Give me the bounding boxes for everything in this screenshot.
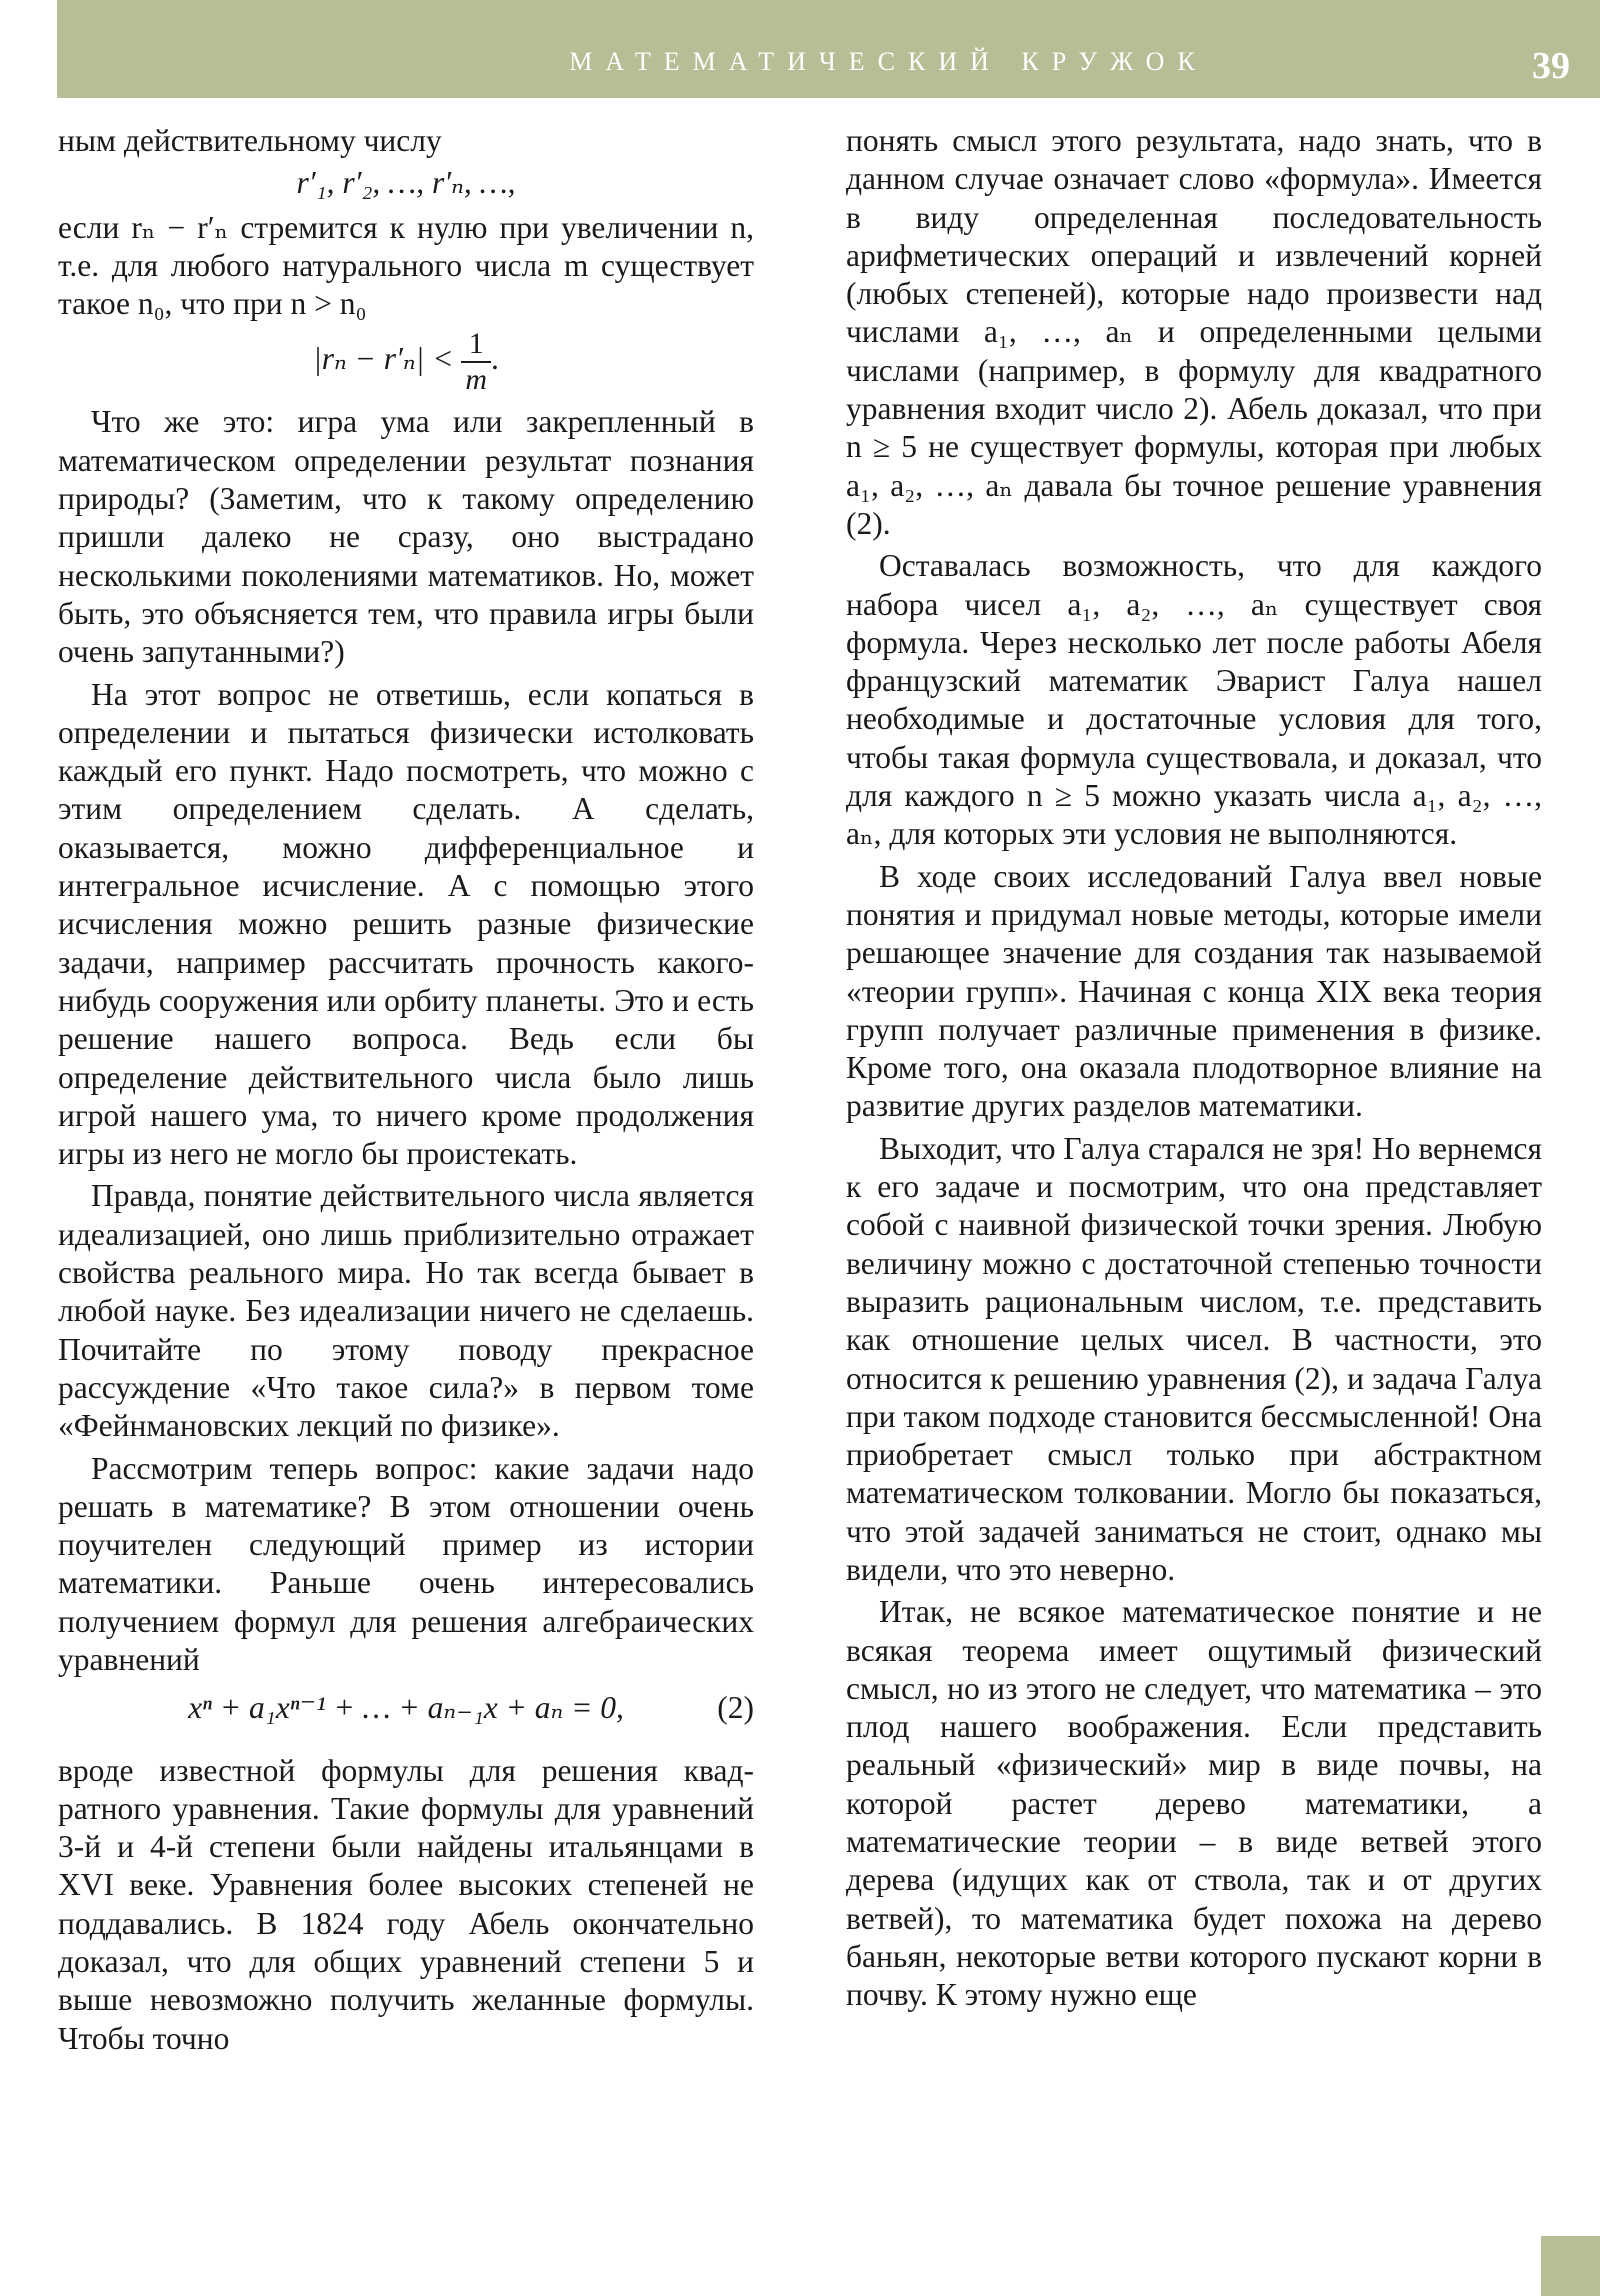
- paragraph-continued: понять смысл этого результата, надо знать, что в данном случае означает слово «формула». Имеется в виду определенная последовательность арифметических операций и извлечений корней (любых степеней), которые надо произвести над числами a₁, …, aₙ и определенными целыми числами (например, в формулу для квадратного уравнения входит число 2). Абель доказал, что при n ≥ 5 не существует формулы, которая при любых a₁, a₂, …, aₙ давала бы точное решение уравнения (2).: [846, 123, 1542, 541]
- paragraph: Итак, не всякое математическое понятие и не всякая теорема имеет ощутимый физический смысл, но из этого не следует, что математика – это плод нашего воображения. Если представить реальный «физический» мир в виде почвы, на которой растет дерево математики, а математические теории – в виде ветвей этого дерева (идущих как от ствола, так и от других ветвей), то математика будет похожа на дерево баньян, некоторые ветви которого пускают корни в почву. К этому нужно еще: [846, 1594, 1542, 2013]
- paragraph-continued: ным действительному числу: [58, 123, 442, 158]
- inequality-formula: [58, 327, 754, 397]
- left-column: [58, 122, 754, 2062]
- equation-2: [58, 1689, 754, 1727]
- paragraph: На этот вопрос не ответишь, если копаться в определении и пытаться физически истолковать каждый его пункт. Надо посмотреть, что можно с этим определением сделать. А сделать, оказывается, можно дифференциальное и интегральное исчисление. А с помощью этого исчисления можно решить разные физические задачи, например рассчитать прочность какого-нибудь сооружения или орбиту планеты. Это и есть решение нашего вопроса. Ведь если бы определение действительного числа было лишь игрой нашего ума, то ничего кроме продолжения игры из него не могло бы проистекать.: [58, 676, 754, 1172]
- equation-number: (2): [717, 1690, 754, 1726]
- paragraph: Рассмотрим теперь вопрос: какие задачи надо решать в математике? В этом отношении очень поучителен следующий пример из истории математики. Раньше очень интересовались получением формул для решения алгебраических уравнений: [58, 1450, 754, 1677]
- paragraph: если rₙ − r′ₙ стремится к нулю при увеличении n, т.е. для любого натурального числа m существует такое n₀, что при n > n₀: [58, 209, 754, 322]
- page-number: 39: [1532, 45, 1570, 87]
- right-column: [846, 122, 1542, 2019]
- fraction-numerator: 1: [461, 327, 491, 363]
- equation-body: xⁿ + a₁xⁿ⁻¹ + … + aₙ₋₁x + aₙ = 0,: [188, 1690, 624, 1726]
- inequality-lhs: |rₙ − r′ₙ| <: [313, 341, 454, 377]
- fraction-denominator: m: [465, 363, 488, 397]
- formula-period: .: [491, 341, 499, 377]
- sequence-formula: r′₁, r′₂, …, r′ₙ, …,: [296, 165, 516, 201]
- paragraph: вроде известной формулы для решения квадратного уравнения. Такие формулы для уравнений 3-й и 4-й степени были найдены итальянцами в XVI веке. Уравнения более высоких степеней не поддавались. В 1824 году Абель окончательно доказал, что для общих уравнений степени 5 и выше невозможно получить желанные формулы. Чтобы точно: [58, 1752, 754, 2056]
- paragraph: Правда, понятие действительного числа является идеализацией, оно лишь приблизительно отражает свойства реального мира. Но так всегда бывает в любой науке. Без идеализации ничего не сделаешь. Почитайте по этому поводу прекрасное рассуждение «Что такое сила?» в первом томе «Фейнмановских лекций по физике».: [58, 1178, 754, 1444]
- running-header-bar: [57, 0, 1600, 98]
- fraction: [461, 327, 491, 397]
- paragraph: В ходе своих исследований Галуа ввел новые понятия и придумал новые методы, которые имели решающее значение для создания так называемой «теории групп». Начиная с конца XIX века теория групп получает различные применения в физике. Кроме того, она оказала плодотворное влияние на развитие других разделов математики.: [846, 858, 1542, 1124]
- paragraph: Выходит, что Галуа старался не зря! Но вернемся к его задаче и посмотрим, что она представляет собой с наивной физической точки зрения. Любую величину можно с достаточной степенью точности выразить рациональным числом, т.е. представить как отношение целых чисел. В частности, это относится к решению уравнения (2), и задача Галуа при таком подходе становится бессмысленной! Она приобретает смысл только при абстрактном математическом толковании. Могло бы показаться, что этой задачей заниматься не стоит, однако мы видели, что это неверно.: [846, 1130, 1542, 1587]
- paragraph: Что же это: игра ума или закрепленный в математическом определении результат познания природы? (Заметим, что к такому определению пришли далеко не сразу, оно выстрадано несколькими поколениями математиков. Но, может быть, это объясняется тем, что правила игры были очень запутанными?): [58, 404, 754, 670]
- running-head-title: МАТЕМАТИЧЕСКИЙ КРУЖОК: [569, 47, 1208, 76]
- corner-decoration: [1541, 2236, 1600, 2296]
- paragraph: Оставалась возможность, что для каждого набора чисел a₁, a₂, …, aₙ существует своя формула. Через несколько лет после работы Абеля французский математик Эварист Галуа нашел необходимые и достаточные условия для того, чтобы такая формула существовала, и доказал, что для каждого n ≥ 5 можно указать числа a₁, a₂, …, aₙ, для которых эти условия не выполняются.: [846, 548, 1542, 852]
